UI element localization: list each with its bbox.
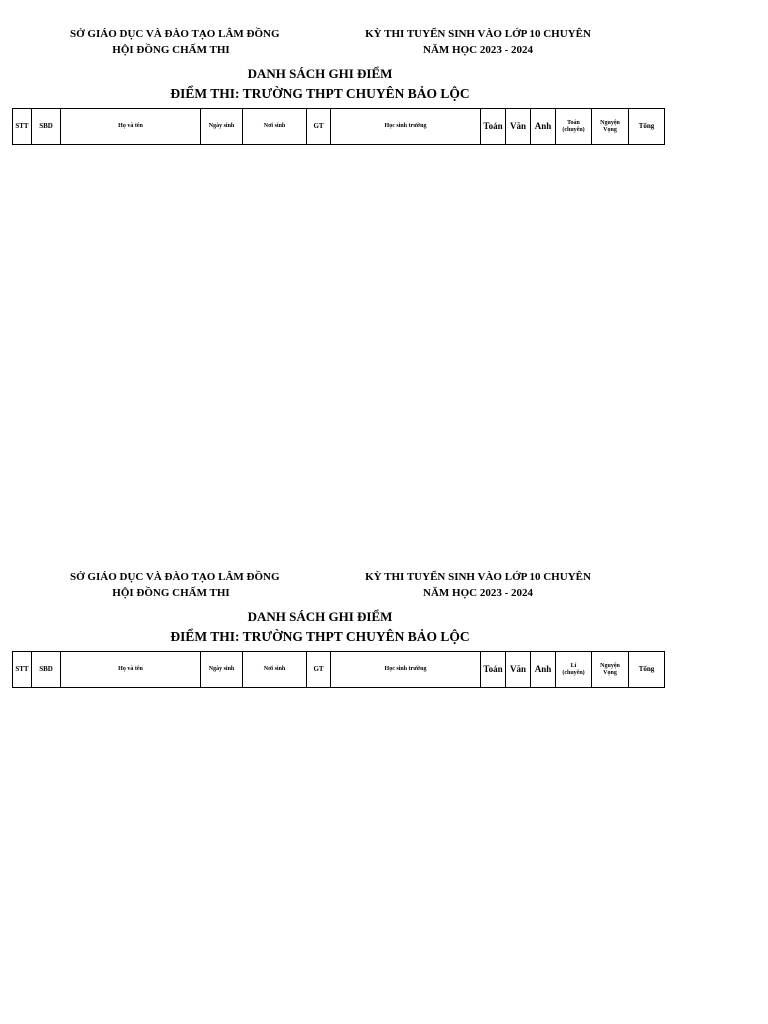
exam-name: KỲ THI TUYỂN SINH VÀO LỚP 10 CHUYÊN: [365, 28, 591, 40]
col-full-name: Họ và tên: [61, 652, 201, 688]
col-preference: Nguyện Vọng: [592, 109, 629, 145]
header-row: [13, 652, 665, 688]
department-name: SỞ GIÁO DỤC VÀ ĐÀO TẠO LÂM ĐỒNG: [70, 28, 280, 40]
col-english: Anh: [531, 109, 556, 145]
col-full-name: Họ và tên: [61, 109, 201, 145]
col-literature: Văn: [506, 109, 531, 145]
score-sheet-1: [0, 28, 768, 228]
col-birth-date: Ngày sinh: [201, 109, 243, 145]
sheet-title: DANH SÁCH GHI ĐIỂM: [247, 609, 393, 624]
col-school: Học sinh trường: [331, 652, 481, 688]
col-total: Tổng: [629, 109, 665, 145]
col-total: Tổng: [629, 652, 665, 688]
exam-name: KỲ THI TUYỂN SINH VÀO LỚP 10 CHUYÊN: [365, 571, 591, 583]
col-birth-place: Nơi sinh: [243, 109, 307, 145]
col-birth-date: Ngày sinh: [201, 652, 243, 688]
col-sbd: SBD: [32, 652, 61, 688]
col-literature: Văn: [506, 652, 531, 688]
exam-location: ĐIỂM THI: TRƯỜNG THPT CHUYÊN BẢO LỘC: [170, 629, 470, 644]
col-stt: STT: [13, 109, 32, 145]
score-sheet-2: [0, 571, 768, 771]
col-gender: GT: [307, 652, 331, 688]
grading-council: HỘI ĐỒNG CHẤM THI: [112, 587, 230, 599]
col-math: Toán: [481, 652, 506, 688]
col-preference: Nguyện Vọng: [592, 652, 629, 688]
score-table: [12, 108, 665, 145]
department-name: SỞ GIÁO DỤC VÀ ĐÀO TẠO LÂM ĐỒNG: [70, 571, 280, 583]
col-sbd: SBD: [32, 109, 61, 145]
sheet-title: DANH SÁCH GHI ĐIỂM: [247, 66, 393, 81]
col-specialized-subject: Lí (chuyên): [556, 652, 592, 688]
exam-location: ĐIỂM THI: TRƯỜNG THPT CHUYÊN BẢO LỘC: [170, 86, 470, 101]
col-english: Anh: [531, 652, 556, 688]
col-school: Học sinh trường: [331, 109, 481, 145]
col-math: Toán: [481, 109, 506, 145]
header-row: [13, 109, 665, 145]
col-birth-place: Nơi sinh: [243, 652, 307, 688]
col-stt: STT: [13, 652, 32, 688]
school-year: NĂM HỌC 2023 - 2024: [423, 587, 533, 599]
col-specialized-subject: Toán (chuyên): [556, 109, 592, 145]
col-gender: GT: [307, 109, 331, 145]
score-table: [12, 651, 665, 688]
school-year: NĂM HỌC 2023 - 2024: [423, 44, 533, 56]
grading-council: HỘI ĐỒNG CHẤM THI: [112, 44, 230, 56]
